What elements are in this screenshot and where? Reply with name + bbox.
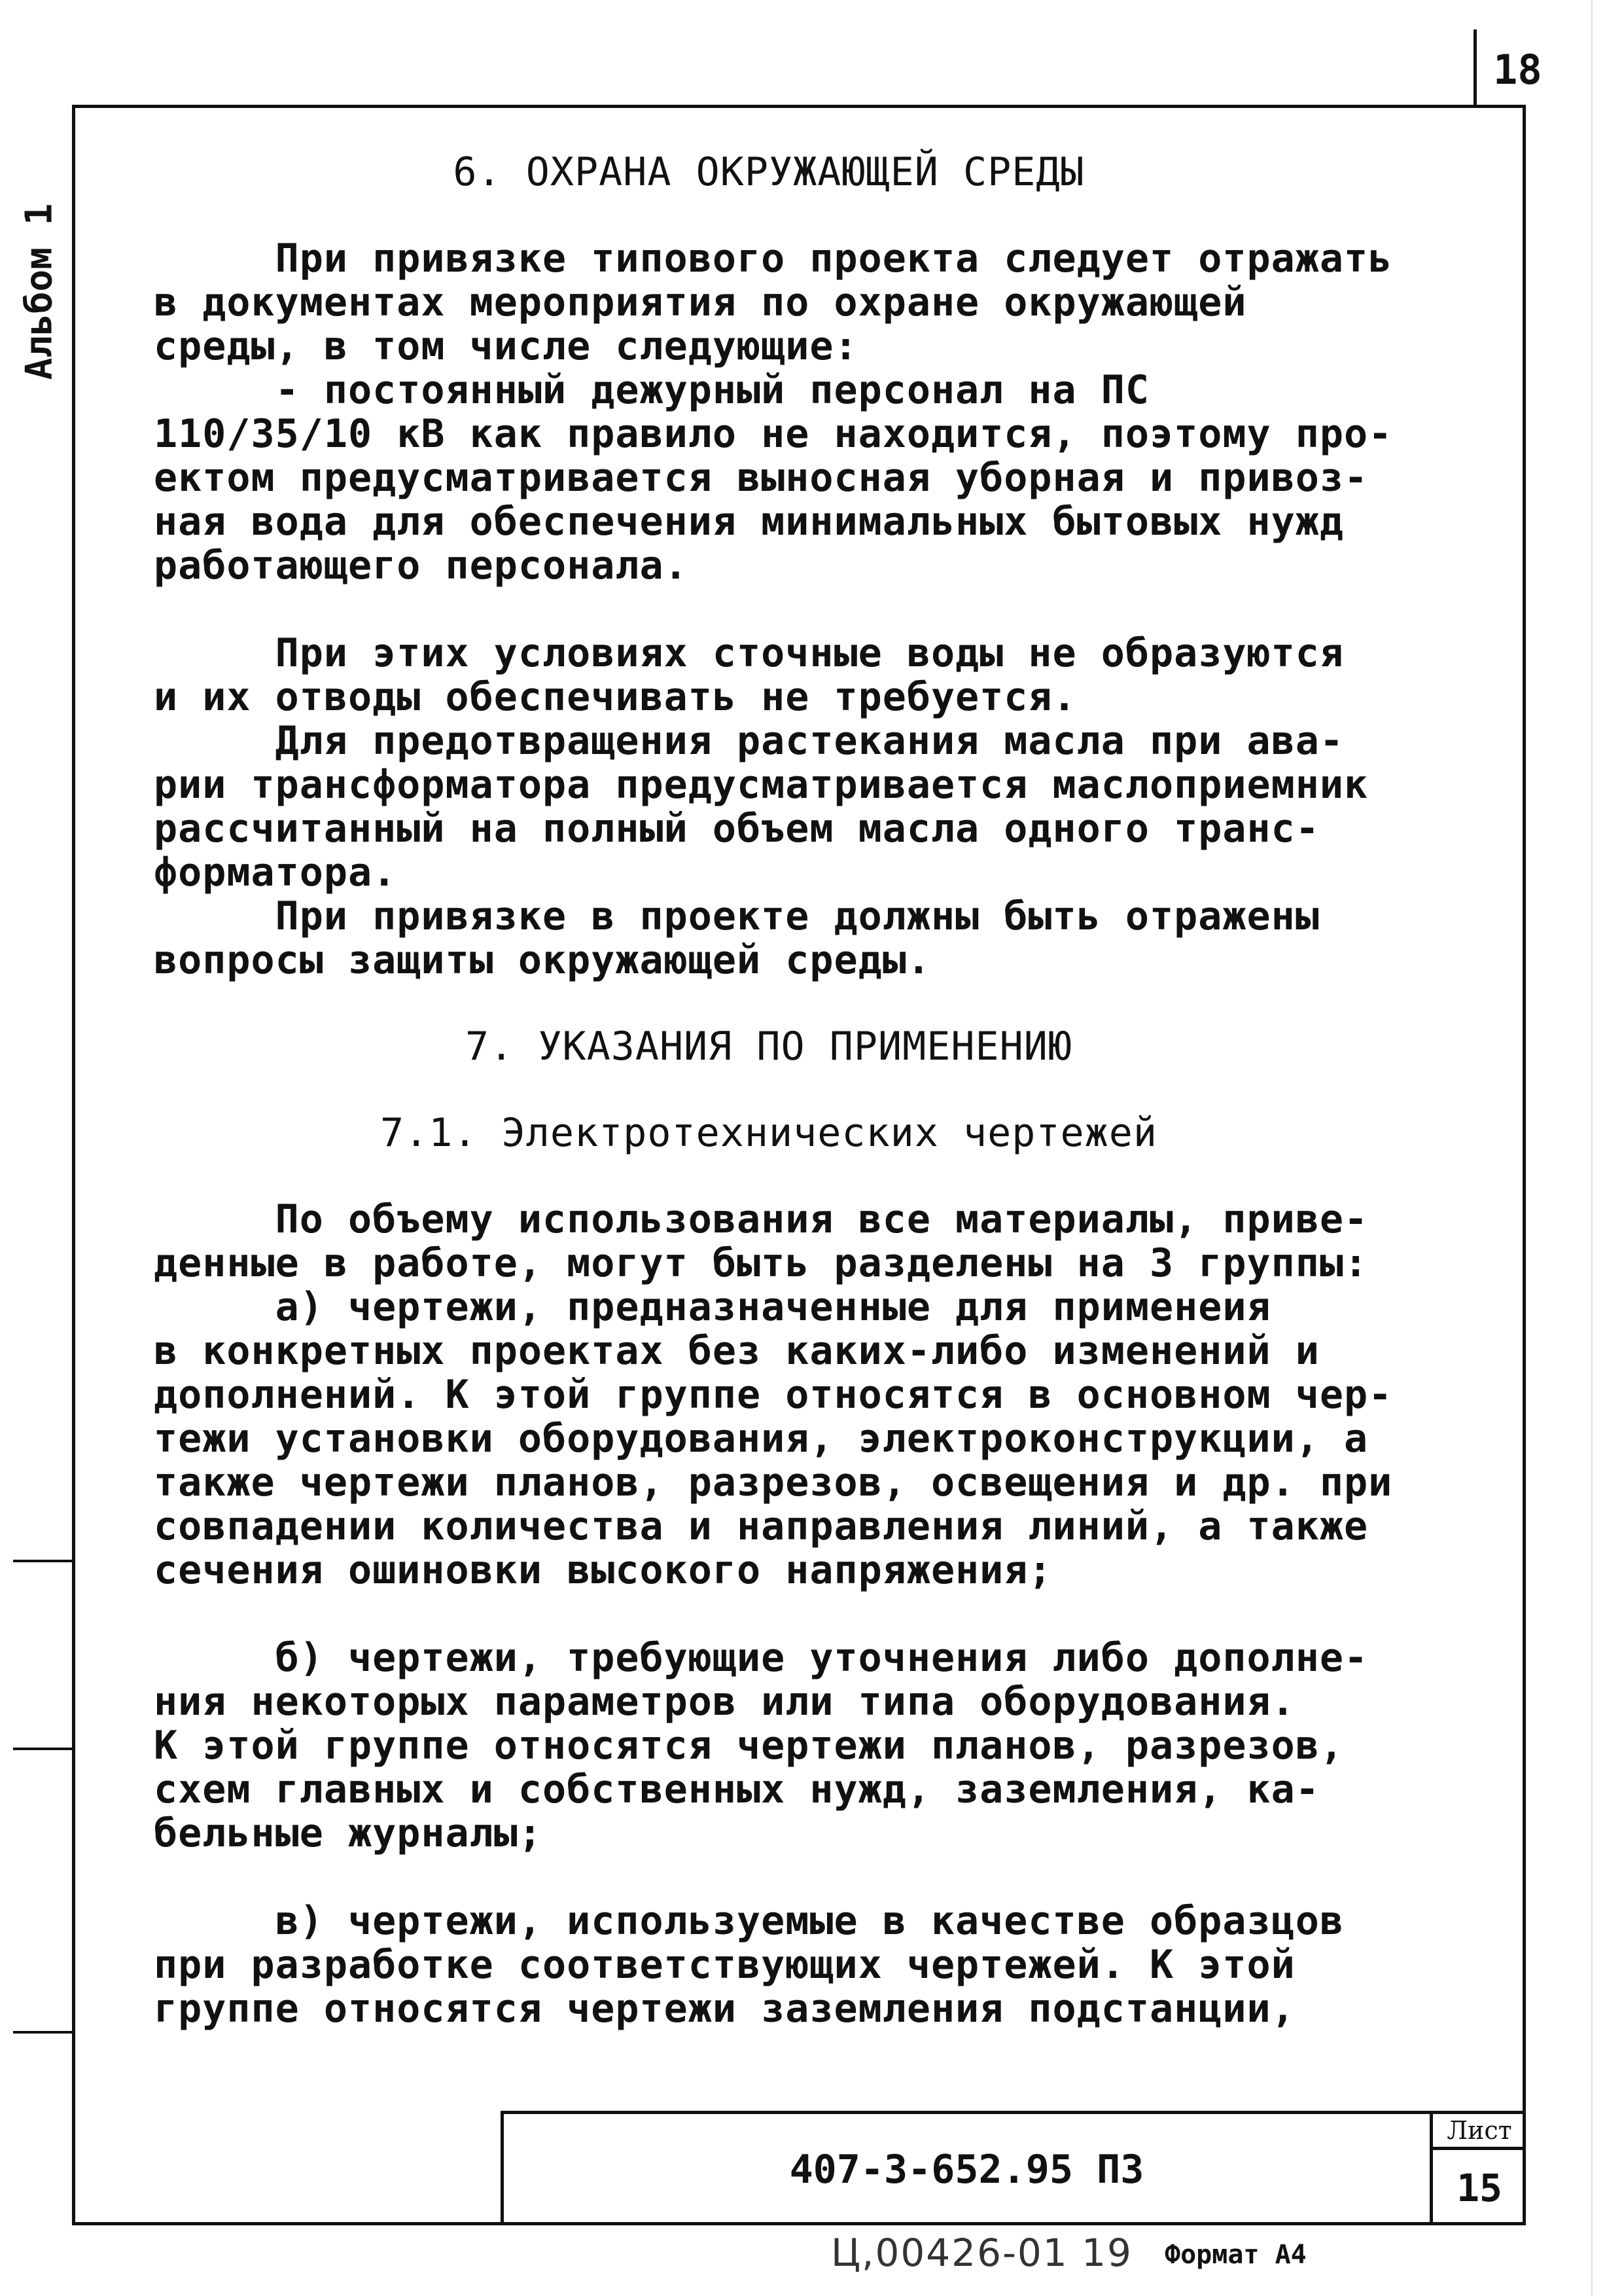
album-label: Альбом 1 — [18, 203, 61, 380]
section-6-line: рии трансформатора предусматривается маслоприемник — [154, 762, 1369, 808]
section-7-1-line — [154, 1592, 1528, 1636]
section-6-line: работающего персонала. — [154, 543, 688, 588]
section-7-1-line: бельные журналы; — [154, 1810, 542, 1856]
handwritten-inventory-number: Ц,00426-01 19 — [831, 2231, 1133, 2275]
section-6-line: и их отводы обеспечивать не требуется. — [154, 674, 1077, 720]
section-7-1-line: при разработке соответствующих чертежей. К этой — [154, 1942, 1296, 1988]
section-6-line: ная вода для обеспечения минимальных бытовых нужд — [154, 499, 1345, 545]
section-7-1-body — [154, 1198, 1528, 2031]
section-6-line: ектом предусматривается выносная уборная и привоз- — [154, 455, 1369, 501]
section-6-line: Для предотвращения растекания масла при ава- — [154, 718, 1345, 764]
section-7-1-line: По объему использования все материалы, приве- — [154, 1196, 1369, 1242]
section-7-1-line: б) чертежи, требующие уточнения либо дополне- — [154, 1635, 1369, 1681]
margin-mark — [13, 2031, 73, 2034]
section-7-1-line: совпадении количества и направления линий, а также — [154, 1503, 1369, 1549]
section-7-1-line: также чертежи планов, разрезов, освещения и др. при — [154, 1460, 1393, 1505]
scan-edge-line — [1591, 0, 1593, 2296]
sheet-label: Лист — [1433, 2114, 1526, 2150]
section-6-line: вопросы защиты окружающей среды. — [154, 937, 931, 983]
section-7-1-line: К этой группе относятся чертежи планов, разрезов, — [154, 1723, 1345, 1768]
section-6-line: При этих условиях сточные воды не образуются — [154, 630, 1345, 676]
section-6-line: 110/35/10 кВ как правило не находится, поэтому про- — [154, 411, 1393, 457]
section-7-1-line: тежи установки оборудования, электроконструкции, а — [154, 1416, 1369, 1462]
section-6-line: При привязке типового проекта следует отражать — [154, 236, 1393, 281]
page-number: 18 — [1493, 46, 1542, 94]
section-7-heading: 7. УКАЗАНИЯ ПО ПРИМЕНЕНИЮ — [465, 1024, 1073, 1069]
section-6-body — [154, 237, 1528, 982]
page-number-divider — [1474, 29, 1477, 108]
section-7-1-line: дополнений. К этой группе относятся в основном чер- — [154, 1372, 1393, 1418]
album-label-container — [3, 151, 75, 432]
section-7-1-line: группе относятся чертежи заземления подстанции, — [154, 1986, 1296, 2032]
section-7-1-heading: 7.1. Электротехнических чертежей — [380, 1110, 1157, 1156]
section-6-line — [154, 588, 1528, 632]
section-7-1-line — [154, 1856, 1528, 1899]
title-block — [501, 2111, 1526, 2225]
section-6-line: При привязке в проекте должны быть отражены — [154, 893, 1320, 939]
section-6-line: форматора. — [154, 850, 397, 895]
section-7-1-line: сечения ошиновки высокого напряжения; — [154, 1547, 1053, 1593]
section-6-line: среды, в том числе следующие: — [154, 323, 858, 369]
section-7-1-line: в) чертежи, используемые в качестве образцов — [154, 1898, 1345, 1944]
section-6-line: - постоянный дежурный персонал на ПС — [154, 367, 1150, 413]
paper-format: Формат А4 — [1165, 2240, 1307, 2270]
margin-mark — [13, 1560, 73, 1562]
section-6-line: в документах мероприятия по охране окружающей — [154, 279, 1247, 325]
section-7-1-line: денные в работе, могут быть разделены на 3 группы: — [154, 1240, 1369, 1286]
section-6-heading: 6. ОХРАНА ОКРУЖАЮЩЕЙ СРЕДЫ — [453, 149, 1085, 195]
margin-mark — [13, 1748, 73, 1750]
section-7-1-line: ния некоторых параметров или типа оборудования. — [154, 1679, 1296, 1725]
section-6-line: рассчитанный на полный объем масла одного транс- — [154, 806, 1320, 852]
document-body — [154, 151, 1528, 2031]
document-code: 407-3-652.95 ПЗ — [504, 2114, 1433, 2225]
sheet-number: 15 — [1456, 2165, 1502, 2210]
section-7-1-line: а) чертежи, предназначенные для применеия — [154, 1284, 1271, 1330]
section-7-1-line: в конкретных проектах без каких-либо изменений и — [154, 1328, 1320, 1374]
section-7-1-line: схем главных и собственных нужд, заземления, ка- — [154, 1767, 1320, 1812]
